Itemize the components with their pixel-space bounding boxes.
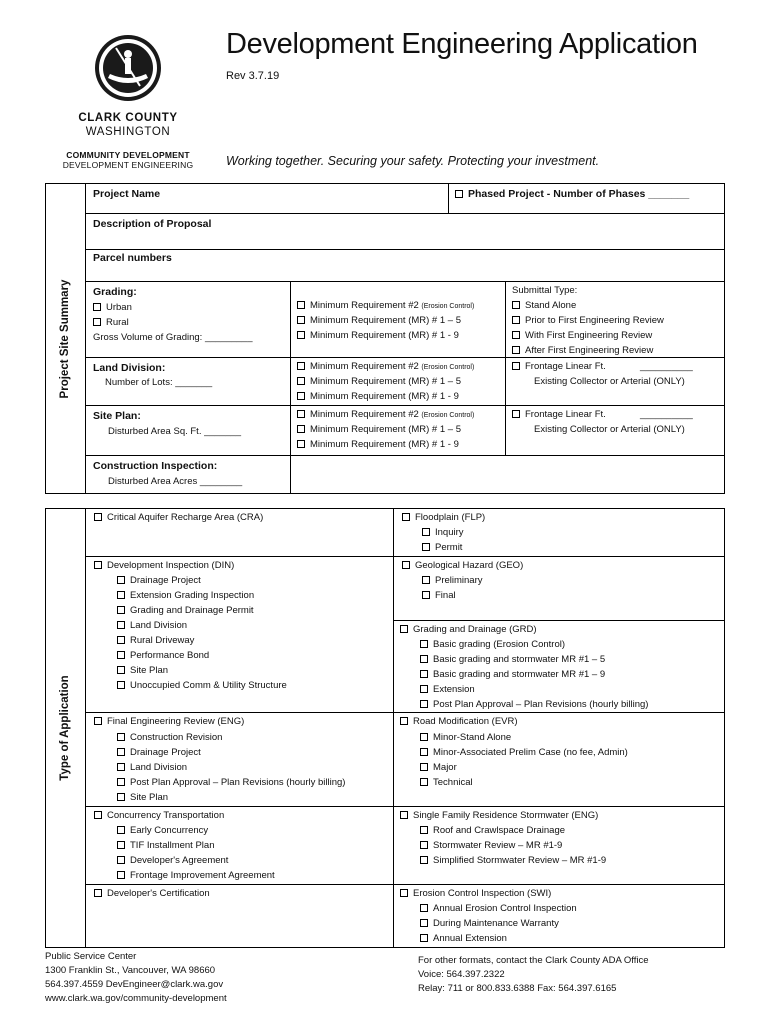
din-option-checkbox[interactable]: Rural Driveway	[117, 635, 194, 646]
project-name-field[interactable]: Project Name	[93, 188, 161, 200]
org-name-line1: CLARK COUNTY	[78, 112, 178, 124]
footer-contact-link[interactable]: 564.397.4559 DevEngineer@clark.wa.gov	[45, 979, 224, 990]
din-checkbox[interactable]: Development Inspection (DIN)	[94, 560, 234, 571]
project-site-summary-label: Project Site Summary	[59, 279, 71, 398]
flp-option-checkbox[interactable]: Permit	[422, 542, 462, 553]
din-option-checkbox[interactable]: Land Division	[117, 620, 187, 631]
disturbed-area-sqft-field[interactable]: Disturbed Area Sq. Ft. _______	[108, 426, 242, 437]
site-plan-mr1-9-checkbox[interactable]: Minimum Requirement (MR) # 1 - 9	[297, 439, 459, 450]
page-title: Development Engineering Application	[226, 28, 698, 60]
sfr-option-checkbox[interactable]: Simplified Stormwater Review – MR #1-9	[420, 855, 606, 866]
type-of-application-box	[45, 508, 725, 948]
footer-line: Public Service Center	[45, 951, 137, 962]
din-option-checkbox[interactable]: Performance Bond	[117, 650, 209, 661]
footer-website-link[interactable]: www.clark.wa.gov/community-development	[45, 993, 227, 1004]
concurrency-checkbox[interactable]: Concurrency Transportation	[94, 810, 224, 821]
flp-option-checkbox[interactable]: Inquiry	[422, 527, 464, 538]
footer-address	[45, 950, 227, 1006]
org-name-line2: WASHINGTON	[85, 126, 171, 138]
din-option-checkbox[interactable]: Unoccupied Comm & Utility Structure	[117, 680, 287, 691]
type-of-application-label: Type of Application	[59, 675, 71, 781]
swi-checkbox[interactable]: Erosion Control Inspection (SWI)	[400, 888, 551, 899]
grading-mr1-5-checkbox[interactable]: Minimum Requirement (MR) # 1 – 5	[297, 315, 461, 326]
grading-mr1-9-checkbox[interactable]: Minimum Requirement (MR) # 1 - 9	[297, 330, 459, 341]
cra-checkbox[interactable]: Critical Aquifer Recharge Area (CRA)	[94, 512, 263, 523]
swi-option-checkbox[interactable]: During Maintenance Warranty	[420, 918, 559, 929]
evr-option-checkbox[interactable]: Minor-Associated Prelim Case (no fee, Admin)	[420, 747, 628, 758]
conc-option-checkbox[interactable]: Developer's Agreement	[117, 855, 228, 866]
grading-rural-checkbox[interactable]: Rural	[93, 317, 129, 328]
conc-option-checkbox[interactable]: TIF Installment Plan	[117, 840, 214, 851]
footer-ada-contact	[418, 954, 649, 996]
grd-option-checkbox[interactable]: Extension	[420, 684, 475, 695]
submittal-stand-alone-checkbox[interactable]: Stand Alone	[512, 300, 576, 311]
land-division-frontage-checkbox[interactable]: Frontage Linear Ft.	[512, 361, 606, 372]
submittal-prior-checkbox[interactable]: Prior to First Engineering Review	[512, 315, 664, 326]
revision-label: Rev 3.7.19	[226, 70, 280, 82]
site-plan-frontage-checkbox[interactable]: Frontage Linear Ft.	[512, 409, 606, 420]
sfr-checkbox[interactable]: Single Family Residence Stormwater (ENG)	[400, 810, 598, 821]
tagline: Working together. Securing your safety. Protecting your investment.	[226, 154, 600, 168]
site-plan-frontage-note: Existing Collector or Arterial (ONLY)	[534, 424, 685, 435]
site-plan-frontage-blank[interactable]: __________	[640, 409, 693, 420]
land-division-mr2-checkbox[interactable]: Minimum Requirement #2 (Erosion Control)	[297, 361, 474, 372]
gross-volume-field[interactable]: Gross Volume of Grading: _________	[93, 332, 253, 343]
description-of-proposal-field[interactable]: Description of Proposal	[93, 218, 212, 230]
land-division-mr1-5-checkbox[interactable]: Minimum Requirement (MR) # 1 – 5	[297, 376, 461, 387]
site-plan-mr1-5-checkbox[interactable]: Minimum Requirement (MR) # 1 – 5	[297, 424, 461, 435]
evr-option-checkbox[interactable]: Technical	[420, 777, 473, 788]
eng-option-checkbox[interactable]: Site Plan	[117, 792, 168, 803]
submittal-with-first-checkbox[interactable]: With First Engineering Review	[512, 330, 652, 341]
parcel-numbers-field[interactable]: Parcel numbers	[93, 252, 172, 264]
sfr-option-checkbox[interactable]: Roof and Crawlspace Drainage	[420, 825, 565, 836]
eng-checkbox[interactable]: Final Engineering Review (ENG)	[94, 716, 244, 727]
footer-line: Relay: 711 or 800.833.6388 Fax: 564.397.6165	[418, 983, 617, 994]
conc-option-checkbox[interactable]: Early Concurrency	[117, 825, 208, 836]
org-dept-line2: DEVELOPMENT ENGINEERING	[62, 160, 194, 170]
footer-line: 1300 Franklin St., Vancouver, WA 98660	[45, 965, 216, 976]
grading-label: Grading:	[93, 286, 137, 298]
grd-option-checkbox[interactable]: Basic grading and stormwater MR #1 – 5	[420, 654, 605, 665]
evr-option-checkbox[interactable]: Minor-Stand Alone	[420, 732, 511, 743]
geo-checkbox[interactable]: Geological Hazard (GEO)	[402, 560, 523, 571]
number-of-lots-field[interactable]: Number of Lots: _______	[105, 377, 213, 388]
swi-option-checkbox[interactable]: Annual Erosion Control Inspection	[420, 903, 577, 914]
geo-option-checkbox[interactable]: Preliminary	[422, 575, 483, 586]
grd-checkbox[interactable]: Grading and Drainage (GRD)	[400, 624, 537, 635]
site-plan-label: Site Plan:	[93, 410, 141, 422]
org-dept-line1: COMMUNITY DEVELOPMENT	[66, 150, 190, 160]
grading-urban-checkbox[interactable]: Urban	[93, 302, 132, 313]
site-plan-mr2-checkbox[interactable]: Minimum Requirement #2 (Erosion Control)	[297, 409, 474, 420]
developers-certification-checkbox[interactable]: Developer's Certification	[94, 888, 210, 899]
land-division-frontage-note: Existing Collector or Arterial (ONLY)	[534, 376, 685, 387]
din-option-checkbox[interactable]: Grading and Drainage Permit	[117, 605, 254, 616]
swi-option-checkbox[interactable]: Annual Extension	[420, 933, 507, 944]
flp-checkbox[interactable]: Floodplain (FLP)	[402, 512, 485, 523]
submittal-type-label: Submittal Type:	[512, 285, 578, 296]
geo-option-checkbox[interactable]: Final	[422, 590, 456, 601]
phased-project-checkbox[interactable]: Phased Project - Number of Phases _______	[455, 188, 689, 200]
disturbed-area-acres-field[interactable]: Disturbed Area Acres ________	[108, 476, 243, 487]
footer-line: For other formats, contact the Clark County ADA Office	[418, 955, 649, 966]
construction-inspection-label: Construction Inspection:	[93, 460, 218, 472]
eng-option-checkbox[interactable]: Drainage Project	[117, 747, 201, 758]
conc-option-checkbox[interactable]: Frontage Improvement Agreement	[117, 870, 275, 881]
land-division-label: Land Division:	[93, 362, 166, 374]
footer-line: Voice: 564.397.2322	[418, 969, 505, 980]
land-division-frontage-blank[interactable]: __________	[640, 361, 693, 372]
grd-option-checkbox[interactable]: Basic grading and stormwater MR #1 – 9	[420, 669, 605, 680]
din-option-checkbox[interactable]: Extension Grading Inspection	[117, 590, 254, 601]
grd-option-checkbox[interactable]: Post Plan Approval – Plan Revisions (hourly billing)	[420, 699, 648, 710]
eng-option-checkbox[interactable]: Post Plan Approval – Plan Revisions (hourly billing)	[117, 777, 345, 788]
sfr-option-checkbox[interactable]: Stormwater Review – MR #1-9	[420, 840, 562, 851]
evr-option-checkbox[interactable]: Major	[420, 762, 457, 773]
din-option-checkbox[interactable]: Site Plan	[117, 665, 168, 676]
land-division-mr1-9-checkbox[interactable]: Minimum Requirement (MR) # 1 - 9	[297, 391, 459, 402]
eng-option-checkbox[interactable]: Land Division	[117, 762, 187, 773]
din-option-checkbox[interactable]: Drainage Project	[117, 575, 201, 586]
grd-option-checkbox[interactable]: Basic grading (Erosion Control)	[420, 639, 565, 650]
grading-mr2-checkbox[interactable]: Minimum Requirement #2 (Erosion Control)	[297, 300, 474, 311]
submittal-after-first-checkbox[interactable]: After First Engineering Review	[512, 345, 653, 356]
evr-checkbox[interactable]: Road Modification (EVR)	[400, 716, 518, 727]
eng-option-checkbox[interactable]: Construction Revision	[117, 732, 222, 743]
